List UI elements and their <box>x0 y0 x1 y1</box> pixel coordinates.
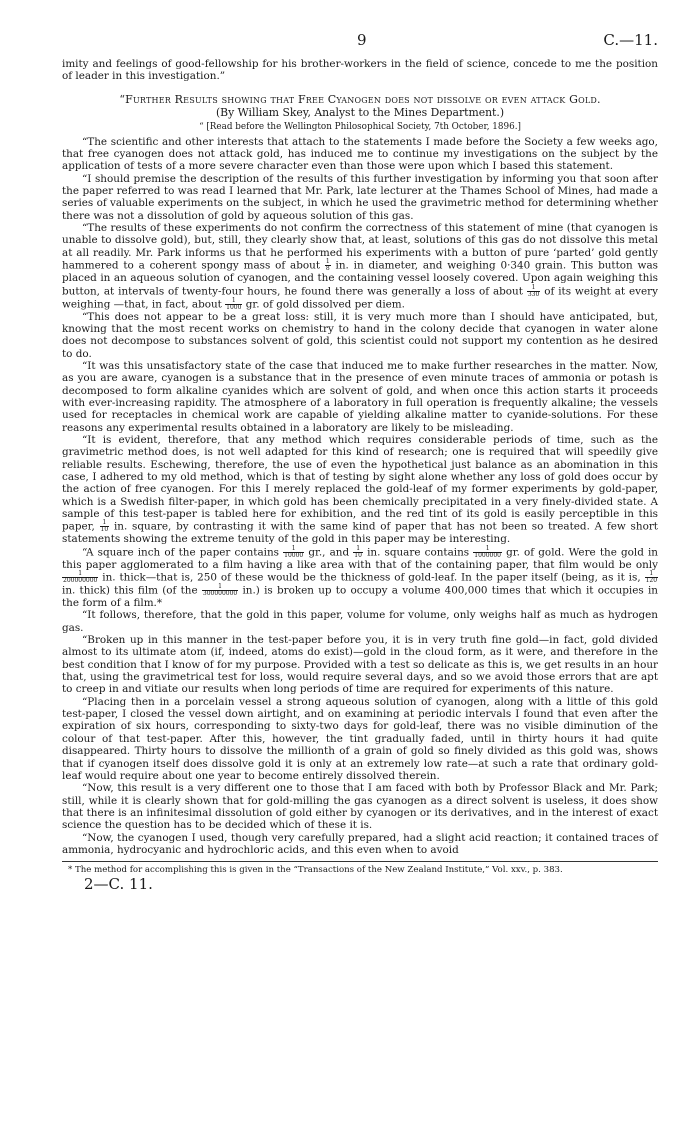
text-run: “A square inch of the paper contains <box>82 546 279 559</box>
body-paragraph: “It follows, therefore, that the gold in this paper, volume for volume, only weighs half as much as hydrogen gas. <box>62 609 658 634</box>
fraction-numerator: 1 <box>283 546 304 553</box>
fraction-denominator: 300000000 <box>202 590 238 598</box>
fraction-numerator: 1 <box>225 298 242 305</box>
fraction <box>283 546 304 559</box>
body-paragraph <box>62 434 658 546</box>
fraction-numerator: 1 <box>473 546 502 553</box>
fraction-denominator: 330 <box>527 290 540 298</box>
article-byline: (By William Skey, Analyst to the Mines Department.) <box>215 106 505 120</box>
fraction-numerator: 1 <box>353 546 363 553</box>
footnote-divider <box>62 861 658 862</box>
fraction <box>527 285 540 298</box>
body-paragraph <box>62 222 658 310</box>
body-paragraph: “The scientific and other interests that attach to the statements I made before the Society a few weeks ago, that free cyanogen does not attack gold, has induced me to continue my investigations on the subject by the application of tests of a more severe character even than those were upon which I based this statement. <box>62 135 658 173</box>
text-run: in. square, by contrasting it with the same kind of paper that has not been so treated. A few short statements showing the extreme tenuity of the gold in this paper may be interesting. <box>62 520 658 546</box>
text-run: in.) is broken up to occupy a volume 400,000 times that which it occupies in the form of a film.* <box>62 584 658 610</box>
text-run: in. square contains <box>367 546 470 559</box>
fraction-denominator: 8 <box>325 265 330 273</box>
footnote: * The method for accomplishing this is given in the “Transactions of the New Zealand Institute,” Vol. xxv., p. 383. <box>68 865 563 876</box>
fraction-numerator: 1 <box>100 520 110 527</box>
fraction <box>100 520 110 533</box>
article-title: “Further Results showing that Free Cyanogen does not dissolve or even attack Gold. <box>119 92 601 106</box>
fraction-numerator: 1 <box>62 571 98 578</box>
fraction <box>353 546 363 559</box>
fraction <box>325 259 331 272</box>
text-run: in. thick—that is, 250 of these would be the thickness of gold-leaf. In the paper itself (being, as it is, <box>102 571 641 584</box>
fraction-denominator: 10 <box>354 551 362 559</box>
body-paragraph: “Now, the cyanogen I used, though very carefully prepared, had a slight acid reaction; it contained traces of ammonia, hydrocyanic and hydrochloric acids, and this even when to avoid <box>62 831 658 856</box>
fraction <box>473 546 502 559</box>
text-run: in. thick) this film (of the <box>62 584 198 597</box>
fraction <box>225 298 242 311</box>
page-number: 9 <box>357 31 367 49</box>
text-run: gr. of gold dissolved per diem. <box>245 298 405 310</box>
body-paragraph: “Placing then in a porcelain vessel a strong aqueous solution of cyanogen, along with a little of this gold test-paper, I closed the vessel down airtight, and on examining at periodic intervals I found that even after the expiration of six hours, corresponding to sixty-two days for gold-leaf, there was no visible diminution of the colour of that test-paper. After this, however, the tint gradually faded, until in thirty hours it had quite disappeared. Thirty hours to dissolve the millionth of a grain of gold so finely divided as this gold was, shows that if cyanogen itself does dissolve gold it is only at an extremely low rate—at such a rate that ordinary gold-leaf would require about one year to become entirely dissolved therein. <box>62 695 658 782</box>
fraction <box>645 571 658 584</box>
fraction <box>202 584 238 597</box>
printer-signature-mark: 2—C. 11. <box>84 875 153 894</box>
fraction-numerator: 1 <box>325 258 330 266</box>
fraction-numerator: 1 <box>645 571 658 578</box>
text-run: gr., and <box>308 546 350 559</box>
document-reference: C.—11. <box>603 31 658 49</box>
document-page <box>62 31 658 1134</box>
text-run: “The results of these experiments do not confirm the correctness of this statement of mine (that cyanogen is unable to dissolve gold), but, still, they clearly show that, at least, solutions of this gas do not dissolve this metal at all readily. Mr. Park informs us that he performed his experiments with a button of pure ‘parted’ gold gently hammered to a coherent spongy mass of about <box>62 222 658 272</box>
read-note: “ [Read before the Wellington Philosophical Society, 7th October, 1896.] <box>199 122 521 133</box>
body-paragraph: “Now, this result is a very different one to those that I am faced with both by Professor Black and Mr. Park; still, while it is clearly shown that for gold-milling the gas cyanogen as a direct solvent is useless, it does show that there is an infinitesimal dissolution of gold either by cyanogen or its derivatives, and in the interest of exact science the question has to be decided which of these it is. <box>62 782 658 832</box>
fraction-denominator: 1000 <box>226 303 242 311</box>
fraction-denominator: 10000 <box>284 551 304 559</box>
fraction-denominator: 120 <box>645 577 658 585</box>
body-paragraph: “This does not appear to be a great loss: still, it is very much more than I should have anticipated, but, knowing that the most recent works on chemistry to hand in the colony decide that cyanogen in water alone does not decompose to substances solvent of gold, this scientist could not support my contention as he desired to do. <box>62 310 658 360</box>
body-paragraph: “I should premise the description of the results of this further investigation by informing you that soon after the paper referred to was read I learned that Mr. Park, late lecturer at the Thames School of Mines, had made a series of valuable experiments on the subject, in which he used the gravimetric method for determining whether there was not a dissolution of gold by aqueous solution of this gas. <box>62 172 658 222</box>
text-run: in. in diameter, and weighing 0·340 grain. This button was placed in an aqueous solution of cyanogen, and the containing vessel loosely covered. Upon again weighing this button, at intervals of twenty-four hours, he found there was generally a loss of about <box>62 259 658 297</box>
text-run: gr. of gold. Were the gold in this paper agglomerated to a film having a like area with that of the containing paper, that film would be only <box>62 546 658 571</box>
body-paragraph: “Broken up in this manner in the test-paper before you, it is in very truth fine gold—in fact, gold divided almost to its ultimate atom (if, indeed, atoms do exist)—gold in the cloud form, as it were, and therefore in the best condition that I know of for my purpose. Provided with a test so delicate as this is, we get results in an hour that, using the gravimetrical test for loss, would require several days, and so we avoid those errors that are apt to creep in and vitiate our results when long periods of time are required for experiments of this nature. <box>62 634 658 696</box>
text-run: of its weight at every weighing —that, in fact, about <box>62 285 658 310</box>
fraction-denominator: 200000000 <box>63 577 98 585</box>
page-header <box>62 31 658 58</box>
body-paragraph <box>62 546 658 610</box>
fraction <box>62 571 98 584</box>
fraction-denominator: 1000000 <box>474 551 501 559</box>
continuation-paragraph: imity and feelings of good-fellowship for his brother-workers in the field of science, concede to me the position of leader in this investigation.” <box>62 58 658 83</box>
fraction-numerator: 1 <box>202 584 238 591</box>
text-run: “It is evident, therefore, that any method which requires considerable periods of time, such as the gravimetric method does, is not well adapted for this kind of research; one is required that will speedily give reliable results. Eschewing, therefore, the use of even the hypothetical just balance as an abomination in this case, I adhered to my old method, which is that of testing by sight alone whether any loss of gold does occur by the action of free cyanogen. For this I merely replaced the gold-leaf of my former experiments by gold-paper, which is a Swedish filter-paper, in which gold has been chemically precipitated in a very finely-divided state. A sample of this test-paper is tabled here for exhibition, and the red tint of its gold is easily perceptible in this paper, <box>62 433 658 533</box>
body-paragraph: “It was this unsatisfactory state of the case that induced me to make further researches in the matter. Now, as you are aware, cyanogen is a substance that in the presence of even minute traces of ammonia or potash is decomposed to form alkaline cyanides which are solvent of gold, and when once this action starts it proceeds with ever-increasing rapidity. The atmosphere of a laboratory in full operation is frequently alkaline; the vessels used for receptacles in chemical work are capable of yielding alkaline matter to cyanide-solutions. For these reasons any experimental results obtained in a laboratory are likely to be misleading. <box>62 359 658 434</box>
fraction-numerator: 1 <box>527 285 540 292</box>
fraction-denominator: 10 <box>100 526 109 534</box>
